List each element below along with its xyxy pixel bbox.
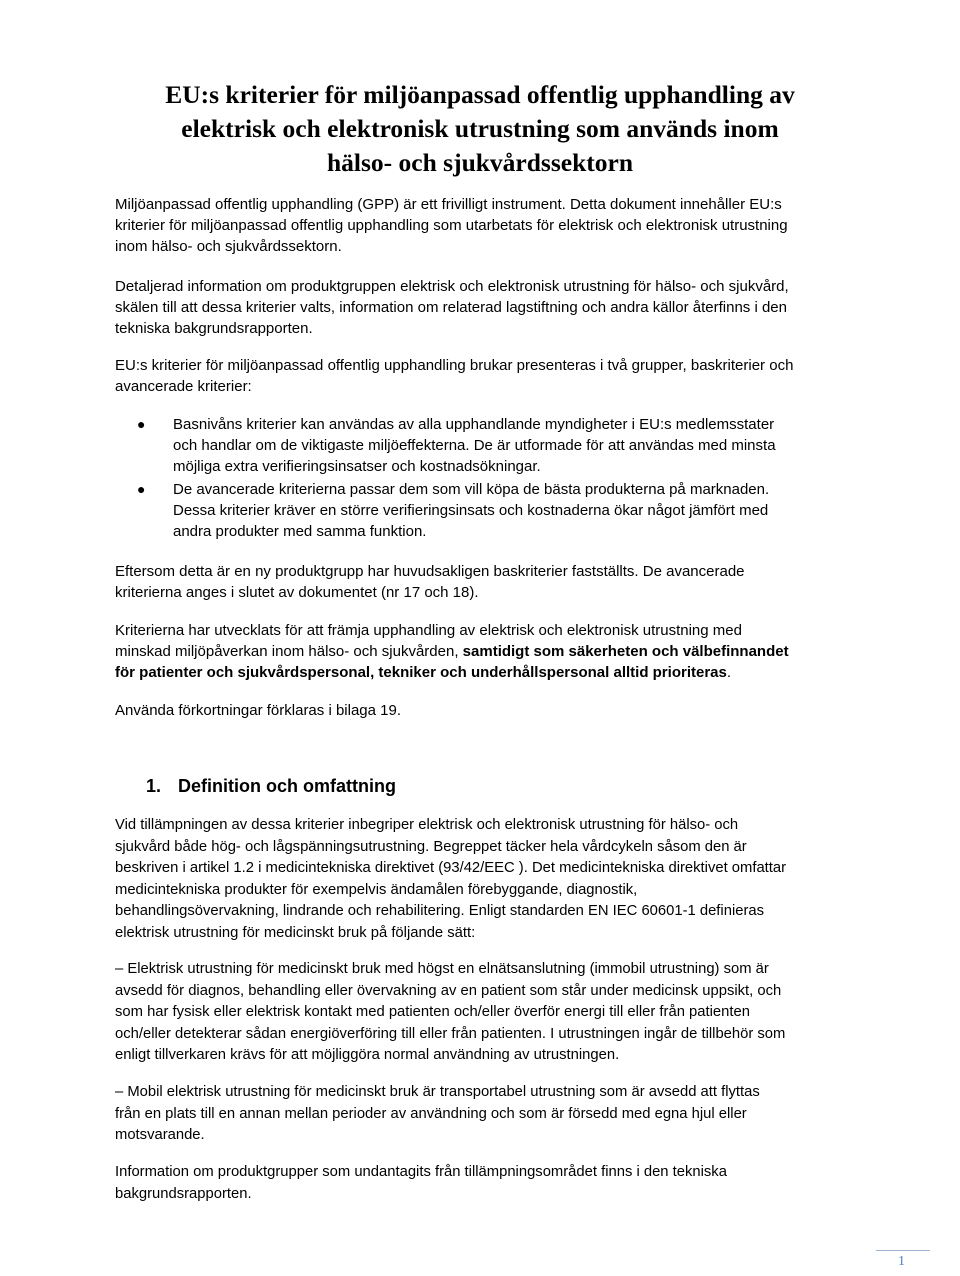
text-line: kriterier för miljöanpassad offentlig upphandling som utarbetats för elektrisk och elektronisk utrustning <box>115 217 788 234</box>
paragraph-mobile-equipment <box>115 1082 855 1147</box>
text-line: bakgrundsrapporten. <box>115 1185 252 1202</box>
section-title: Definition och omfattning <box>178 776 396 796</box>
footer-divider <box>876 1250 930 1251</box>
title-line: elektrisk och elektronisk utrustning som används inom <box>181 114 779 143</box>
bullet-icon: ● <box>137 481 146 497</box>
text-line: Eftersom detta är en ny produktgrupp har huvudsakligen baskriterier fastställts. De avancerade <box>115 563 745 580</box>
text-line: medicintekniska produkter för exempelvis ändamålen förebyggande, diagnostik, <box>115 881 638 898</box>
text-line: beskriven i artikel 1.2 i medicintekniska direktivet (93/42/EEC ). Det medicintekniska direktivet omfattar <box>115 860 787 877</box>
text-line: Vid tillämpningen av dessa kriterier inbegriper elektrisk och elektronisk utrustning för hälso- och <box>115 817 739 833</box>
text-line: – Elektrisk utrustning för medicinskt bruk med högst en elnätsanslutning (immobil utrustning) som är <box>115 961 769 977</box>
text-line: sjukvård både hög- och lågspänningsutrustning. Begreppet täcker hela vårdcykeln såsom den är <box>115 838 747 855</box>
document-title <box>60 78 900 180</box>
text-line: Dessa kriterier kräver en större verifieringsinsats och kostnaderna ökar något jämfört med <box>173 502 769 519</box>
criteria-bullet-list <box>0 414 960 542</box>
bullet-icon: ● <box>137 416 146 432</box>
title-line: EU:s kriterier för miljöanpassad offentlig upphandling av <box>165 80 795 109</box>
intro-paragraph-details <box>115 276 850 339</box>
text-line: från en plats till en annan mellan perioder av användning och som är försedd med egna hjul eller <box>115 1105 747 1122</box>
title-line: hälso- och sjukvårdssektorn <box>326 148 634 177</box>
text-line: motsvarande. <box>115 1127 205 1144</box>
text-line: och handlar om de viktigaste miljöeffekterna. De är utformade för att användas med minsta <box>173 437 776 454</box>
text-line: möjliga extra verifieringsinsatser och kostnadsökningar. <box>173 458 541 475</box>
text-line: Detaljerad information om produktgruppen elektrisk och elektronisk utrustning för hälso- och sjukvård, <box>115 278 789 295</box>
text-line: Information om produktgrupper som undantagits från tillämpningsområdet finns i den tekniska <box>115 1164 727 1180</box>
text-span: . <box>726 664 732 681</box>
bullet-item-basic <box>0 414 833 477</box>
text-line: elektrisk utrustning för medicinskt bruk på följande sätt: <box>115 924 476 941</box>
intro-paragraph-gpp <box>115 194 850 257</box>
text-line: EU:s kriterier för miljöanpassad offentlig upphandling brukar presenteras i två grupper, baskriterier och <box>115 357 794 374</box>
bold-text: för patienter och sjukvårdspersonal, tekniker och underhållspersonal alltid prioriteras <box>115 664 727 681</box>
text-line: Basnivåns kriterier kan användas av alla upphandlande myndigheter i EU:s medlemsstater <box>173 416 775 433</box>
text-line: skälen till att dessa kriterier valts, information om relaterad lagstiftning och andra källor återfinns i den <box>115 299 787 316</box>
text-line: – Mobil elektrisk utrustning för medicinskt bruk är transportabel utrustning som är avsedd att flyttas <box>115 1084 760 1100</box>
paragraph-definition <box>115 815 855 945</box>
text-span: minskad miljöpåverkan inom hälso- och sjukvården, <box>115 643 463 660</box>
text-line: andra produkter med samma funktion. <box>173 523 427 540</box>
text-line: avancerade kriterier: <box>115 378 252 395</box>
text-line: som har fysisk eller elektrisk kontakt med patienten och/eller överför energi till eller från patienten <box>115 1004 750 1021</box>
paragraph-immobile-equipment <box>115 959 855 1067</box>
text-line <box>115 641 850 662</box>
bold-text: samtidigt som säkerheten och välbefinnandet <box>462 643 789 660</box>
text-line: och/eller detekterar sådan energiöverföring till eller från patienten. I utrustningen ingår de tillbehör som <box>115 1025 786 1042</box>
paragraph-new-product-group <box>115 561 850 603</box>
text-line: behandlingsövervakning, lindrande och rehabilitering. Enligt standarden EN IEC 60601-1 definieras <box>115 903 765 920</box>
section-heading <box>146 774 396 798</box>
text-line: De avancerade kriterierna passar dem som vill köpa de bästa produkterna på marknaden. <box>173 481 770 498</box>
text-line: avsedd för diagnos, behandling eller övervakning av en patient som står under medicinsk uppsikt, och <box>115 982 782 999</box>
section-number: 1. <box>146 776 162 796</box>
text-line: Miljöanpassad offentlig upphandling (GPP) är ett frivilligt instrument. Detta dokument innehåller EU:s <box>115 196 782 213</box>
paragraph-excluded-groups <box>115 1162 855 1205</box>
bullet-item-advanced <box>0 479 833 542</box>
paragraph-criteria-purpose <box>115 620 850 683</box>
text-line <box>115 662 850 683</box>
page-number: 1 <box>898 1254 905 1269</box>
text-line: kriterierna anges i slutet av dokumentet (nr 17 och 18). <box>115 584 479 601</box>
text-line: enligt tillverkaren krävs för att möjliggöra normal användning av utrustningen. <box>115 1047 620 1064</box>
paragraph-abbreviations: Använda förkortningar förklaras i bilaga 19. <box>115 702 401 719</box>
text-line: tekniska bakgrundsrapporten. <box>115 320 313 337</box>
intro-paragraph-groups <box>115 355 850 397</box>
text-line: Kriterierna har utvecklats för att främja upphandling av elektrisk och elektronisk utrustning med <box>115 622 742 639</box>
text-line: inom hälso- och sjukvårdssektorn. <box>115 238 342 255</box>
